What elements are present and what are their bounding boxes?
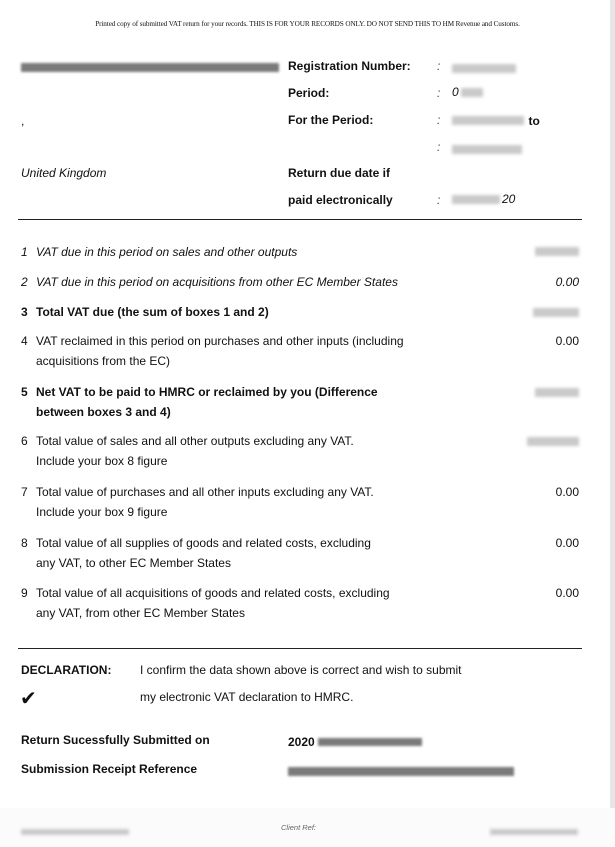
box-9-value: 0.00 (555, 586, 579, 600)
box-2-value: 0.00 (555, 275, 579, 289)
box-9-line1: Total value of all acquisitions of goods and related costs, excluding (36, 586, 390, 600)
box-6-line2: Include your box 8 figure (36, 454, 168, 468)
box-6-line1: Total value of sales and all other outputs excluding any VAT. (36, 434, 354, 448)
box-5-line1: Net VAT to be paid to HMRC or reclaimed by you (Difference (36, 385, 378, 399)
box-7-value: 0.00 (555, 485, 579, 499)
box-5-line2: between boxes 3 and 4) (36, 405, 171, 419)
box-4-number: 4 (21, 334, 28, 348)
box-1-description: VAT due in this period on sales and other outputs (36, 245, 298, 259)
boxes-divider (18, 648, 582, 649)
page-edge-shadow (610, 0, 615, 847)
period-label: Period: (288, 86, 330, 100)
footer-left-redacted (21, 823, 129, 841)
box-3-value-redacted (533, 305, 579, 319)
submitted-on-label: Return Sucessfully Submitted on (21, 733, 210, 747)
due-value: 20 (452, 192, 515, 206)
box-4-value: 0.00 (555, 334, 579, 348)
footer-client-ref: Client Ref: (281, 823, 317, 832)
box-6-value-redacted (527, 434, 579, 448)
for-period-end-redacted (452, 141, 522, 159)
for-period-end-colon: : (437, 140, 441, 154)
declaration-line1: I confirm the data shown above is correct and wish to submit (140, 663, 462, 677)
box-4-line1: VAT reclaimed in this period on purchases and other inputs (including (36, 334, 404, 348)
period-value: 0 (452, 85, 483, 99)
due-colon: : (437, 193, 441, 207)
for-period-value: to (452, 112, 540, 130)
business-name-redacted (21, 59, 279, 77)
box-4-line2: acquisitions from the EC) (36, 354, 171, 368)
box-7-line1: Total value of purchases and all other inputs excluding any VAT. (36, 485, 374, 499)
box-8-line1: Total value of all supplies of goods and related costs, excluding (36, 536, 371, 550)
box-9-description (36, 583, 446, 623)
box-2-number: 2 (21, 275, 28, 289)
box-7-description (36, 482, 446, 522)
box-9-number: 9 (21, 586, 28, 600)
box-1-number: 1 (21, 245, 28, 259)
due-label-line2: paid electronically (288, 193, 393, 207)
box-7-number: 7 (21, 485, 28, 499)
declaration-label: DECLARATION: (21, 663, 112, 677)
declaration-line2: my electronic VAT declaration to HMRC. (140, 690, 354, 704)
due-label-line1: Return due date if (288, 166, 391, 180)
receipt-reference-label: Submission Receipt Reference (21, 762, 198, 776)
box-6-description (36, 431, 446, 471)
box-2-description: VAT due in this period on acquisitions from other EC Member States (36, 275, 398, 289)
footer-right-redacted (490, 823, 578, 841)
box-4-description (36, 331, 446, 371)
checkmark-icon: ✔ (20, 686, 37, 710)
address-comma: , (21, 114, 25, 128)
registration-colon: : (437, 59, 441, 73)
box-5-number: 5 (21, 385, 28, 399)
box-8-number: 8 (21, 536, 28, 550)
registration-value-redacted (452, 60, 516, 78)
box-9-line2: any VAT, from other EC Member States (36, 606, 245, 620)
box-8-value: 0.00 (555, 536, 579, 550)
receipt-reference-redacted (288, 763, 514, 781)
box-3-number: 3 (21, 305, 28, 319)
box-3-description: Total VAT due (the sum of boxes 1 and 2) (36, 305, 269, 319)
records-banner: Printed copy of submitted VAT return for your records. THIS IS FOR YOUR RECORDS ONLY. DO NOT SEND THIS TO HM Revenue and Customs. (95, 20, 520, 28)
for-period-label: For the Period: (288, 113, 374, 127)
box-5-description (36, 382, 446, 422)
box-7-line2: Include your box 9 figure (36, 505, 168, 519)
header-divider (18, 219, 582, 220)
box-6-number: 6 (21, 434, 28, 448)
for-period-colon: : (437, 113, 441, 127)
box-8-line2: any VAT, to other EC Member States (36, 556, 231, 570)
country: United Kingdom (21, 166, 107, 180)
box-8-description (36, 533, 446, 573)
registration-label: Registration Number: (288, 59, 411, 73)
submitted-on-value: 2020 (288, 733, 422, 751)
box-1-value-redacted (535, 244, 579, 258)
period-colon: : (437, 86, 441, 100)
box-5-value-redacted (535, 385, 579, 399)
